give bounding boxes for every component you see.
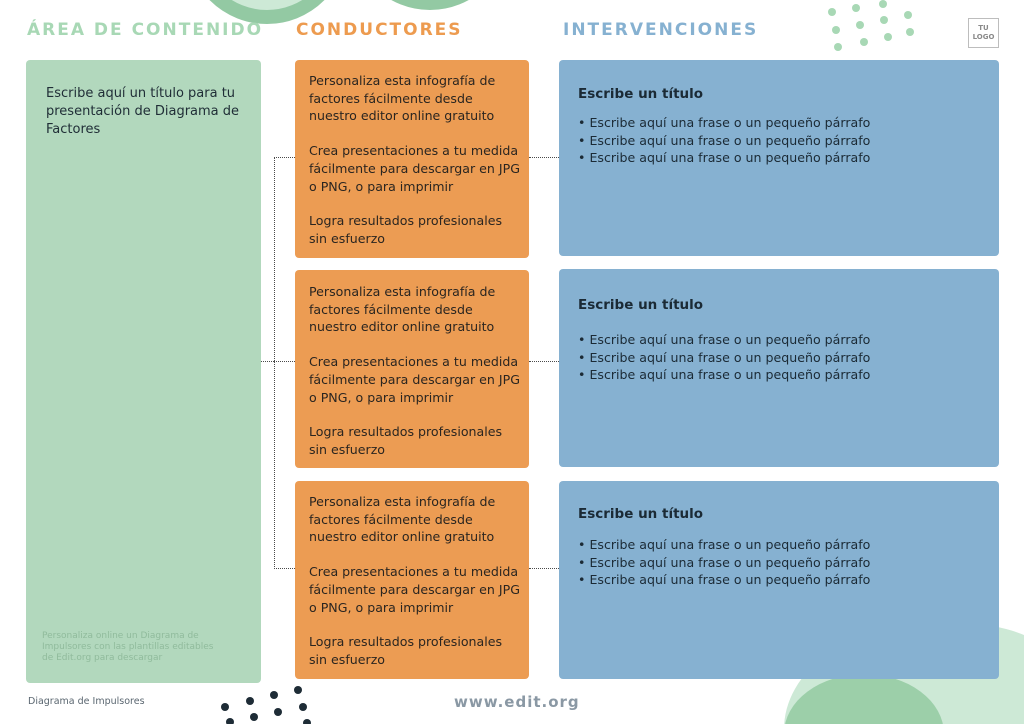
list-item: • Escribe aquí una frase o un pequeño párrafo xyxy=(578,331,981,349)
conductor-paragraph: Personaliza esta infografía de factores fácilmente desde nuestro editor online gratuito xyxy=(309,284,496,335)
footer-url-link[interactable]: www.edit.org xyxy=(454,693,580,711)
intervencion-box-1[interactable] xyxy=(559,60,999,256)
list-item: • Escribe aquí una frase o un pequeño párrafo xyxy=(578,149,981,167)
connector-line xyxy=(529,361,559,362)
list-item: • Escribe aquí una frase o un pequeño párrafo xyxy=(578,366,981,384)
intervencion-list xyxy=(578,331,981,384)
list-item: • Escribe aquí una frase o un pequeño párrafo xyxy=(578,536,981,554)
conductor-paragraph: Personaliza esta infografía de factores fácilmente desde nuestro editor online gratuito xyxy=(309,494,496,545)
area-title[interactable]: Escribe aquí un título para tu presentación de Diagrama de Factores xyxy=(46,86,240,137)
conductor-paragraph: Crea presentaciones a tu medida fácilmente para descargar en JPG o PNG, o para imprimir xyxy=(309,564,520,615)
header-intervenciones: INTERVENCIONES xyxy=(563,20,759,40)
connector-line xyxy=(274,568,295,569)
area-footnote: Personaliza online un Diagrama de Impulsores con las plantillas editables de Edit.org para descargar xyxy=(42,631,214,663)
header-area-contenido: ÁREA DE CONTENIDO xyxy=(27,20,264,40)
list-item: • Escribe aquí una frase o un pequeño párrafo xyxy=(578,571,981,589)
connector-line xyxy=(529,568,559,569)
connector-line xyxy=(274,157,295,158)
conductor-box-2[interactable] xyxy=(295,270,529,468)
conductor-paragraph: Crea presentaciones a tu medida fácilmente para descargar en JPG o PNG, o para imprimir xyxy=(309,143,520,194)
content-area-panel xyxy=(26,60,261,683)
decorative-circle xyxy=(350,0,510,10)
conductor-paragraph: Personaliza esta infografía de factores fácilmente desde nuestro editor online gratuito xyxy=(309,73,496,124)
connector-line xyxy=(274,157,275,569)
connector-line xyxy=(261,361,274,362)
conductor-box-1[interactable] xyxy=(295,60,529,258)
list-item: • Escribe aquí una frase o un pequeño párrafo xyxy=(578,132,981,150)
list-item: • Escribe aquí una frase o un pequeño párrafo xyxy=(578,554,981,572)
intervencion-title: Escribe un título xyxy=(578,506,704,522)
conductor-paragraph: Logra resultados profesionales sin esfuerzo xyxy=(309,424,503,457)
logo-text-line2: LOGO xyxy=(972,33,995,41)
conductor-box-3[interactable] xyxy=(295,481,529,679)
intervencion-title: Escribe un título xyxy=(578,297,704,313)
connector-line xyxy=(529,157,559,158)
logo-text-line1: TU xyxy=(978,24,989,32)
conductor-paragraph: Logra resultados profesionales sin esfuerzo xyxy=(309,634,503,667)
connector-line xyxy=(274,361,295,362)
list-item: • Escribe aquí una frase o un pequeño párrafo xyxy=(578,114,981,132)
intervencion-list xyxy=(578,536,981,589)
header-conductores: CONDUCTORES xyxy=(296,20,463,40)
footer-caption: Diagrama de Impulsores xyxy=(28,696,145,707)
conductor-paragraph: Crea presentaciones a tu medida fácilmente para descargar en JPG o PNG, o para imprimir xyxy=(309,354,520,405)
intervencion-box-2[interactable] xyxy=(559,269,999,467)
logo-placeholder[interactable] xyxy=(968,18,999,48)
intervencion-box-3[interactable] xyxy=(559,481,999,679)
intervencion-list xyxy=(578,114,981,167)
conductor-paragraph: Logra resultados profesionales sin esfuerzo xyxy=(309,213,503,246)
intervencion-title: Escribe un título xyxy=(578,86,704,102)
list-item: • Escribe aquí una frase o un pequeño párrafo xyxy=(578,349,981,367)
